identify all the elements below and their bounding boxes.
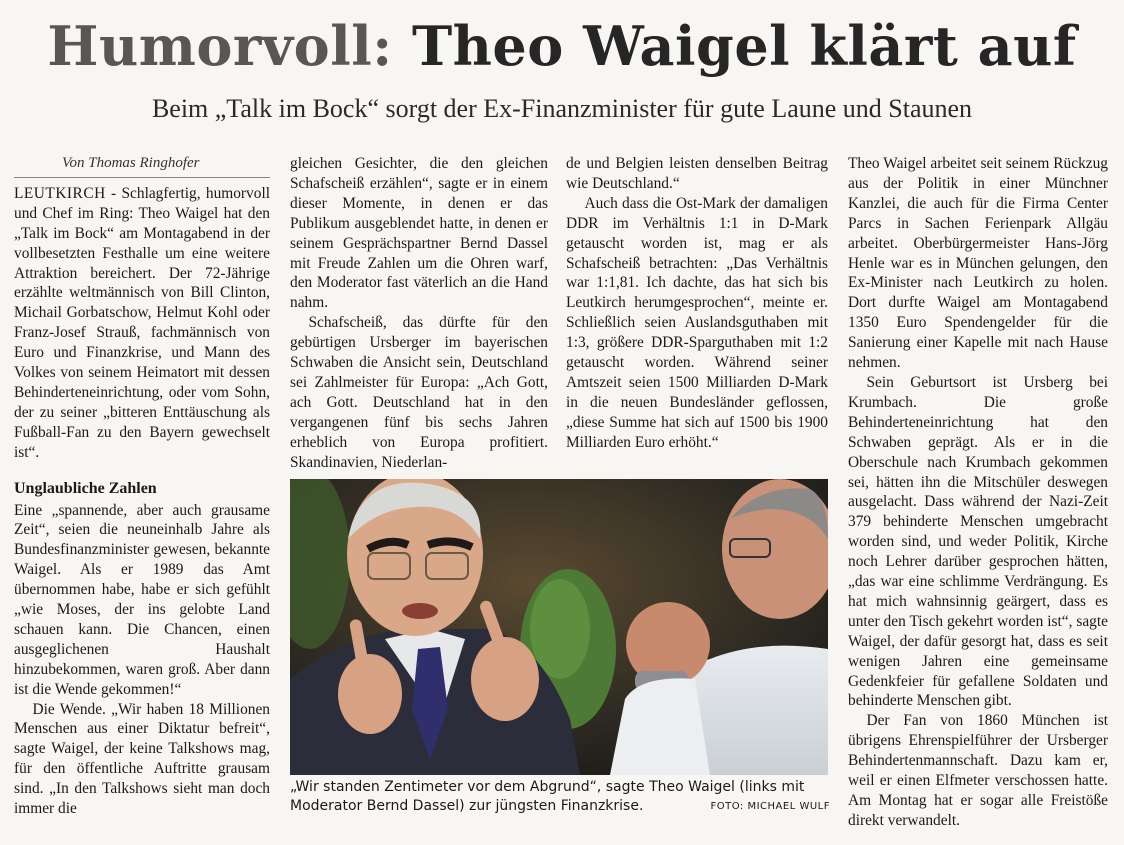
headline-main: Theo Waigel klärt auf	[411, 14, 1077, 78]
headline	[0, 14, 1124, 78]
paragraph: Theo Waigel arbeitet seit seinem Rückzug aus der Politik in einer Münchner Kanzlei, die auch für die Firma Center Parcs in Sachen Ferienpark Allgäu arbeitet. Oberbürgermeister Hans-Jörg Henle war es in München gelungen, den Ex-Minister nach Leutkirch zu holen. Dort durfte Waigel am Montagabend 1350 Euro Spendengelder für die Sanierung einer Kapelle mit nach Hause nehmen.	[848, 155, 1108, 372]
section-heading: Unglaubliche Zahlen	[14, 479, 157, 497]
byline-divider	[14, 177, 270, 178]
paragraph-intro	[14, 184, 270, 463]
article-column-3	[566, 154, 828, 453]
paragraph: Eine „spannende, aber auch grausame Zeit“, seien die neuneinhalb Jahre als Bundesfinanzminister gewesen, bekannte Waigel. Als er 1989 das Amt übernommen habe, habe er sich gefühlt „wie Moses, der ins gelobte Land schauen kann. Die Chancen, einen ausgeglichenen Haushalt hinzubekommen, waren groß. Aber dann ist die Wende gekommen!“	[14, 501, 270, 698]
article-column-4	[848, 154, 1108, 831]
paragraph: gleichen Gesichter, die den gleichen Schafscheiß erzählen“, sagte er in einem dieser Momente, in denen er das Publikum ausgeblendet hatte, in denen er seinem Gesprächspartner Bernd Dassel mit Freude Zahlen um die Ohren warf, den Moderator fast väterlich an die Hand nahm.	[290, 155, 548, 312]
paragraph: Sein Geburtsort ist Ursberg bei Krumbach. Die große Behinderteneinrichtung hat den Schwaben geprägt. Als er in die Oberschule nach Krumbach gekommen sei, hätten ihn die Mitschüler deswegen ausgelacht. Dass während der Nazi-Zeit 379 behinderte Menschen umgebracht worden sind, und weder Politik, Kirche noch Lehrer darüber gesprochen hätten, „das war eine schlimme Verdrängung. Es hat mich wahnsinnig geärgert, dass es unter den Tisch gekehrt worden ist“, sagte Waigel, der dafür gesorgt hat, dass es seit wenigen Jahren eine gemeinsame Gedenkfeier für gefallene Soldaten und behinderte Menschen gibt.	[848, 373, 1108, 710]
paragraph: Auch dass die Ost-Mark der damaligen DDR im Verhältnis 1:1 in D-Mark getauscht worden ist, mag er als Schafscheiß betrachten: „Das Verhältnis war 1:1,81. Ich dachte, das hat sich bis Leutkirch herumgesprochen“, meinte er. Schließlich seien Auslandsguthaben mit 1:3, größere DDR-Sparguthaben mit 1:2 getauscht worden. Während seiner Amtszeit seien 1500 Milliarden D-Mark in die neuen Bundesländer geflossen, „diese Summe hat sich auf 1500 bis 1900 Milliarden Euro erhöht.“	[566, 194, 828, 451]
paragraph: Die Wende. „Wir haben 18 Millionen Menschen aus einer Diktatur befreit“, sagte Waigel, der keine Talkshows mag, für den öffentliche Auftritte grausam sind. „In den Talkshows sieht man doch immer die	[14, 700, 270, 818]
paragraph: Schafscheiß, das dürfte für den gebürtigen Ursberger im bayerischen Schwaben die Ansicht sein, Deutschland sei Zahlmeister für Europa: „Ach Gott, ach Gott. Deutschland hat in den vergangenen fünf bis sechs Jahren erheblich von Europa profitiert. Skandinavien, Niederlan-	[290, 314, 548, 471]
paragraph: Der Fan von 1860 München ist übrigens Ehrenspielführer der Ursberger Behindertenmannschaft. Dazu kam er, weil er einen Elfmeter verschossen hatte. Am Montag hat er sogar alle Freistöße direkt verwandelt.	[848, 712, 1108, 829]
paragraph-intro-text: - Schlagfertig, humorvoll und Chef im Ring: Theo Waigel hat den „Talk im Bock“ am Montagabend in der vollbesetzten Festhalle um eine weitere Attraktion bereichert. Der 72-Jährige erzählte weltmännisch von Bill Clinton, Michail Gorbatschow, Helmut Kohl oder Franz-Josef Strauß, fachmännisch von Euro und Finanzkrise, und Mann des Volkes von seinem Heimatort mit dessen Behinderteneinrichtung, oder vom Sohn, der zu seiner „bitteren Enttäuschung als Fußball-Fan zu den Bayern gewechselt ist“.	[14, 184, 270, 461]
article-column-1	[14, 154, 270, 819]
photo-credit: FOTO: MICHAEL WULF	[710, 801, 830, 812]
dateline: LEUTKIRCH	[14, 184, 106, 202]
byline: Von Thomas Ringhofer	[62, 155, 200, 171]
photo-caption	[290, 778, 830, 816]
subheadline: Beim „Talk im Bock“ sorgt der Ex-Finanzminister für gute Laune und Staunen	[151, 94, 973, 123]
headline-prefix: Humorvoll:	[47, 14, 393, 78]
article-column-2	[290, 154, 548, 473]
photo-illustration	[290, 479, 828, 775]
article-photo	[290, 479, 828, 775]
caption-text: „Wir standen Zentimeter vor dem Abgrund“, sagte Theo Waigel (links mit Moderator Bernd Dassel) zur jüngsten Finanzkrise.	[290, 779, 805, 814]
paragraph: de und Belgien leisten denselben Beitrag wie Deutschland.“	[566, 155, 828, 192]
